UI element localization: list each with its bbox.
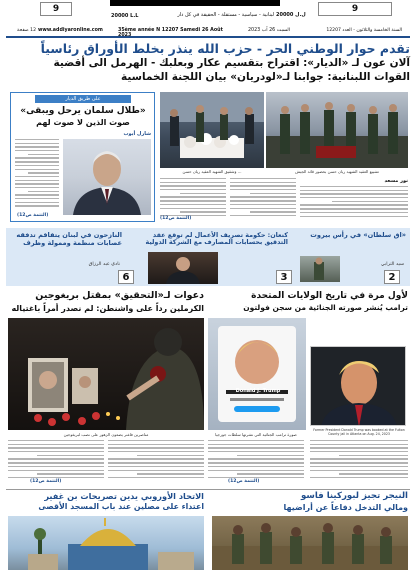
masthead-rule: [6, 36, 410, 38]
trump-text-col-2: [310, 440, 408, 480]
main-continue[interactable]: (التتمة ص12): [160, 216, 192, 221]
main-article-text-col-3: [300, 186, 408, 220]
bottom-headline-right[interactable]: النيجر تجيز لبوركينا فاسو: [301, 491, 408, 501]
editorial-title-2[interactable]: صوت الذين لا صوت لهم: [36, 118, 130, 127]
top-photo-caption-left: ... وشقيق الشهيد العقيد ريان حسن: [182, 169, 242, 174]
second-headline-left-sub[interactable]: الكرملين رداً على واشنطن: لم نصدر أمراً باغتياله: [11, 304, 204, 313]
editorial-title-1[interactable]: «طلال سلمان يرحل ويبقى»: [20, 106, 146, 116]
funeral-photo-right: [266, 92, 408, 168]
editorial-author: شارل أيوب: [123, 131, 151, 137]
section-item-6-number: 6: [118, 270, 134, 284]
pages-label: 12 صفحة: [17, 28, 36, 33]
page-number-right: 9: [351, 4, 359, 14]
section-item-2-photo: [300, 256, 340, 282]
page-number-left-box: [40, 2, 72, 16]
masthead-logo-strip: [110, 0, 280, 6]
main-article-text-col-2: [230, 178, 296, 220]
bottom-headline-right-sub[interactable]: ومالي التدخل دفاعاً عن أراضيها: [283, 503, 408, 512]
section-item-2-number: 2: [384, 270, 400, 284]
arabic-issue: السنة الخامسة والثلاثون - العدد 12207: [326, 28, 402, 33]
editorial-text: [15, 139, 59, 209]
page-number-left: 9: [52, 4, 60, 14]
section-item-3-headline[interactable]: كنعان: حكومة تصريف الأعمال لم توقع عقد التدقيق بحسابات المصارف مع الشركة الدولية: [145, 231, 288, 247]
editorial-portrait-photo: [63, 139, 151, 215]
bottom-headline-left-sub[interactable]: اعتداء على مصلين عند باب المسجد الأقصى: [38, 502, 204, 511]
editorial-box: [10, 92, 155, 222]
masthead: [0, 0, 416, 40]
headline-line-3[interactable]: القوات اللبنانية: جوابنا لـ«لودريان» بيان اللجنة الخماسية: [121, 71, 410, 83]
trump-caption: صورة ترامب الجنائية التي نشرتها سلطات جورجيا: [215, 432, 297, 437]
page-number-right-box: [318, 2, 392, 16]
trump-mugshot-photo: [310, 346, 406, 426]
section-item-3-number: 3: [276, 270, 292, 284]
wagner-text-col-2: [108, 440, 204, 480]
tagline: لبنانية - سياسية - مستقلة - الحقيقة في كل دار: [177, 12, 274, 18]
bottom-headline-left[interactable]: الاتحاد الأوروبي يدين تصريحات بن غفير: [44, 491, 204, 501]
headline-line-1[interactable]: تقدم حوار الوطني الحر - حزب الله ينذر بخلط الأوراق رئاسياً: [40, 41, 410, 56]
arabic-date: السبت 26 آب 2023: [248, 28, 290, 33]
section-item-2-headline[interactable]: «اق سلطان» في رأس بيروت: [310, 231, 406, 239]
trump-screen-label: Donald J. Trump: [235, 388, 281, 394]
second-headline-right-sub[interactable]: ترامب يُنشر صورته الجنائية من سجن فولتون: [243, 303, 408, 312]
section-item-3-photo: [148, 252, 218, 284]
top-photo-caption-right: تشييع العقيد الشهيد ريان حسن بحضور قائد الجيش: [295, 169, 379, 174]
bottom-rule: [6, 489, 410, 490]
price-small: 20000 ل.ل: [276, 12, 306, 18]
headline-line-2[interactable]: آلان عون لـ «الديار»: اقتراح بتقسيم عكار وبعلبك - الهرمل الى أقضية: [53, 57, 410, 69]
editorial-kicker: على طريق الديار: [35, 95, 131, 103]
trump-continue[interactable]: (التتمة ص12): [228, 479, 260, 484]
website[interactable]: www.addiyaronline.com: [38, 28, 103, 33]
second-headline-left[interactable]: دعوات لـ«التحقيق» بمقتل بريغوجين: [35, 290, 204, 301]
issue-line: 35ème année N 12207 Samedi 26 Août: [118, 28, 223, 33]
section-item-6-author: نادي عبد الرزاق: [88, 262, 120, 267]
niger-soldiers-photo: [212, 516, 408, 570]
trump-text-col-1: [208, 440, 304, 480]
al-aqsa-photo: [8, 516, 204, 570]
wagner-memorial-photo: [8, 318, 204, 430]
price-box: 20000 L.L: [111, 13, 139, 19]
second-headline-right[interactable]: لأول مرة في تاريخ الولايات المتحدة: [251, 291, 408, 301]
mugshot-label: Former President Donald Trump was booked at the Fulton County jail in Atlanta on Aug. 24, 2023: [313, 428, 405, 436]
section-item-6-headline[interactable]: النازحون في لبنان يتفاقم تدفقه عصابات منظمة وممولة وظرف: [16, 231, 122, 247]
wagner-text-col-1: [8, 440, 104, 480]
editorial-continue[interactable]: (التتمة ص12): [17, 213, 49, 218]
section-item-2-author: سيد الترابي: [380, 262, 404, 267]
wagner-caption: مناصرين فاغنر يضعون الزهور على نصب لبريغوجين: [63, 432, 149, 437]
main-article-text-col-1: [160, 178, 226, 220]
funeral-photo-left: [160, 92, 264, 168]
news-side-label: نور مسعد: [384, 178, 408, 184]
wagner-continue[interactable]: (التتمة ص12): [30, 479, 62, 484]
trump-phone-photo: [208, 318, 306, 430]
